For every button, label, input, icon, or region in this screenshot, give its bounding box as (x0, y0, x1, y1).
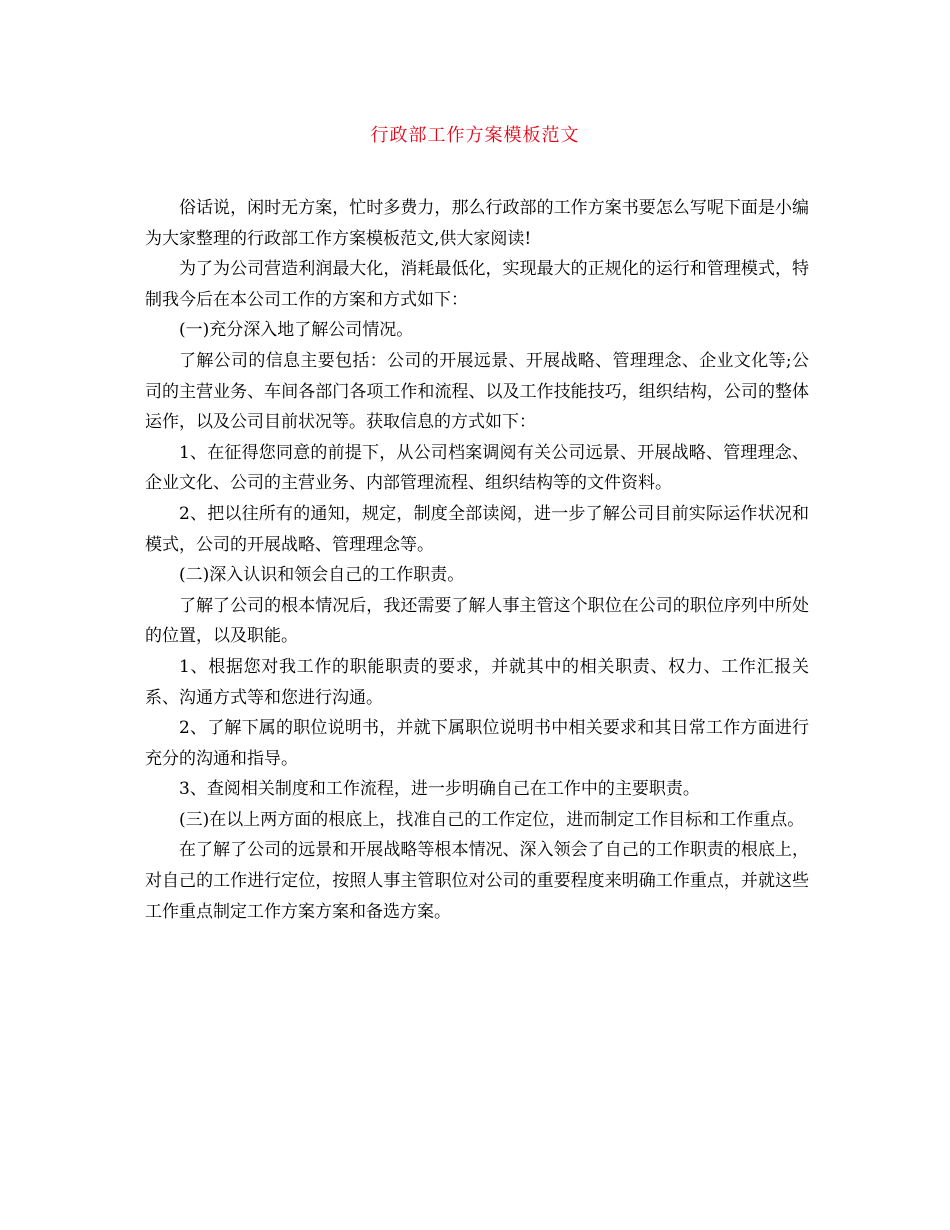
list-item: 3、查阅相关制度和工作流程，进一步明确自己在工作中的主要职责。 (179, 779, 700, 800)
paragraph: 了解了公司的根本情况后，我还需要了解人事主管这个职位在公司的职位序列中所处的位置，以及职能。 (145, 595, 809, 647)
section-heading: (三)在以上两方面的根底上，找准自己的工作定位，进而制定工作目标和工作重点。 (179, 809, 805, 830)
list-item: 1、根据您对我工作的职能职责的要求，并就其中的相关职责、权力、工作汇报关系、沟通方式等和您进行沟通。 (145, 656, 809, 708)
list-item: 2、把以往所有的通知，规定，制度全部读阅，进一步了解公司目前实际运作状况和模式，公司的开展战略、管理理念等。 (145, 503, 809, 555)
list-item: 1、在征得您同意的前提下，从公司档案调阅有关公司远景、开展战略、管理理念、 企业文化、公司的主营业务、内部管理流程、组织结构等的文件资料。 (145, 442, 809, 494)
document-title: 行政部工作方案模板范文 (370, 125, 580, 146)
paragraph: 了解公司的信息主要包括：公司的开展远景、开展战略、管理理念、企业文化等;公司的主营业务、车间各部门各项工作和流程、以及工作技能技巧，组织结构，公司的整体运作，以及公司目前状况等。获取信息的方式如下： (145, 350, 809, 433)
document-body (145, 193, 809, 927)
paragraph: 在了解了公司的远景和开展战略等根本情况、深入领会了自己的工作职责的根底上，对自己的工作进行定位，按照人事主管职位对公司的重要程度来明确工作重点，并就这些工作重点制定工作方案方案和备选方案。 (145, 840, 809, 922)
paragraph: 俗话说，闲时无方案，忙时多费力，那么行政部的工作方案书要怎么写呢下面是小编为大家整理的行政部工作方案模板范文,供大家阅读! (145, 198, 809, 249)
paragraph: 为了为公司营造利润最大化，消耗最低化，实现最大的正规化的运行和管理模式，特制我今后在本公司工作的方案和方式如下： (145, 259, 809, 310)
section-heading: (二)深入认识和领会自己的工作职责。 (179, 565, 465, 586)
list-item: 2、了解下属的职位说明书，并就下属职位说明书中相关要求和其日常工作方面进行充分的沟通和指导。 (145, 718, 809, 769)
section-heading: (一)充分深入地了解公司情况。 (179, 320, 414, 341)
